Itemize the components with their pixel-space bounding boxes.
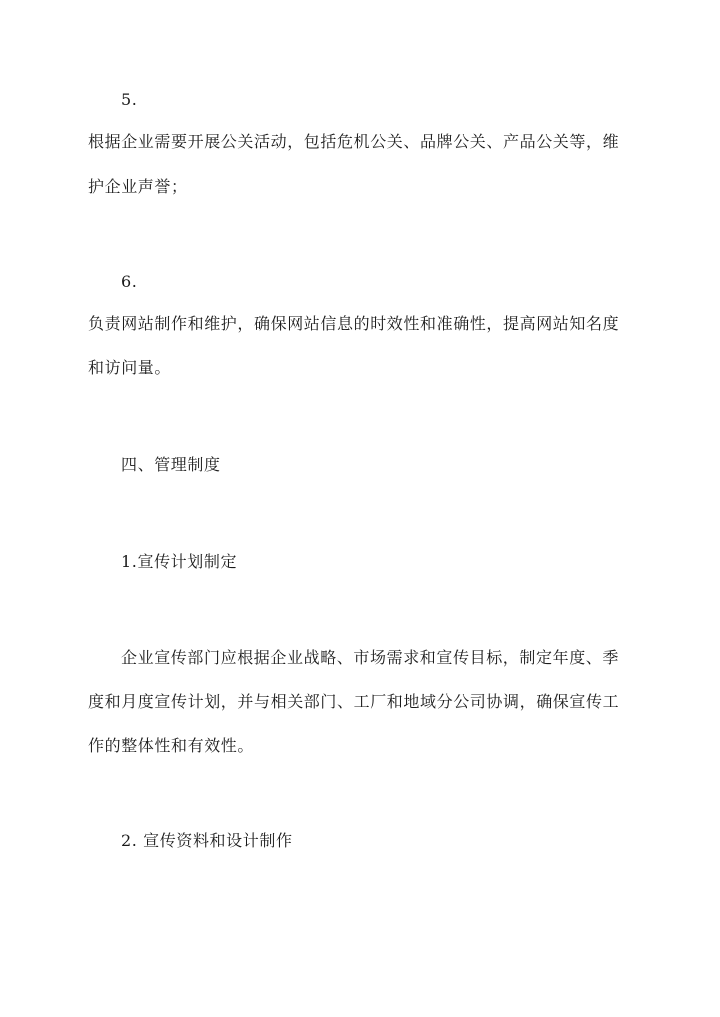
section-4-heading: 四、管理制度 xyxy=(121,455,221,474)
subsection-1-text-line-2: 度和月度宣传计划，并与相关部门、工厂和地域分公司协调，确保宣传工 xyxy=(88,692,620,711)
item-6-number: 6. xyxy=(121,272,138,291)
subsection-1-heading: 1.宣传计划制定 xyxy=(121,552,238,571)
item-6-text-line-2: 和访问量。 xyxy=(88,358,172,377)
item-6-text-line-1: 负责网站制作和维护，确保网站信息的时效性和准确性，提高网站知名度 xyxy=(88,314,620,333)
item-5-text-line-2: 护企业声誉； xyxy=(88,177,188,196)
subsection-2-heading: 2. 宣传资料和设计制作 xyxy=(121,831,293,850)
item-5-number: 5. xyxy=(121,90,138,109)
subsection-1-text-line-3: 作的整体性和有效性。 xyxy=(88,736,255,755)
item-5-text-line-1: 根据企业需要开展公关活动，包括危机公关、品牌公关、产品公关等，维 xyxy=(88,132,620,151)
subsection-1-text-line-1: 企业宣传部门应根据企业战略、市场需求和宣传目标，制定年度、季 xyxy=(121,648,620,667)
